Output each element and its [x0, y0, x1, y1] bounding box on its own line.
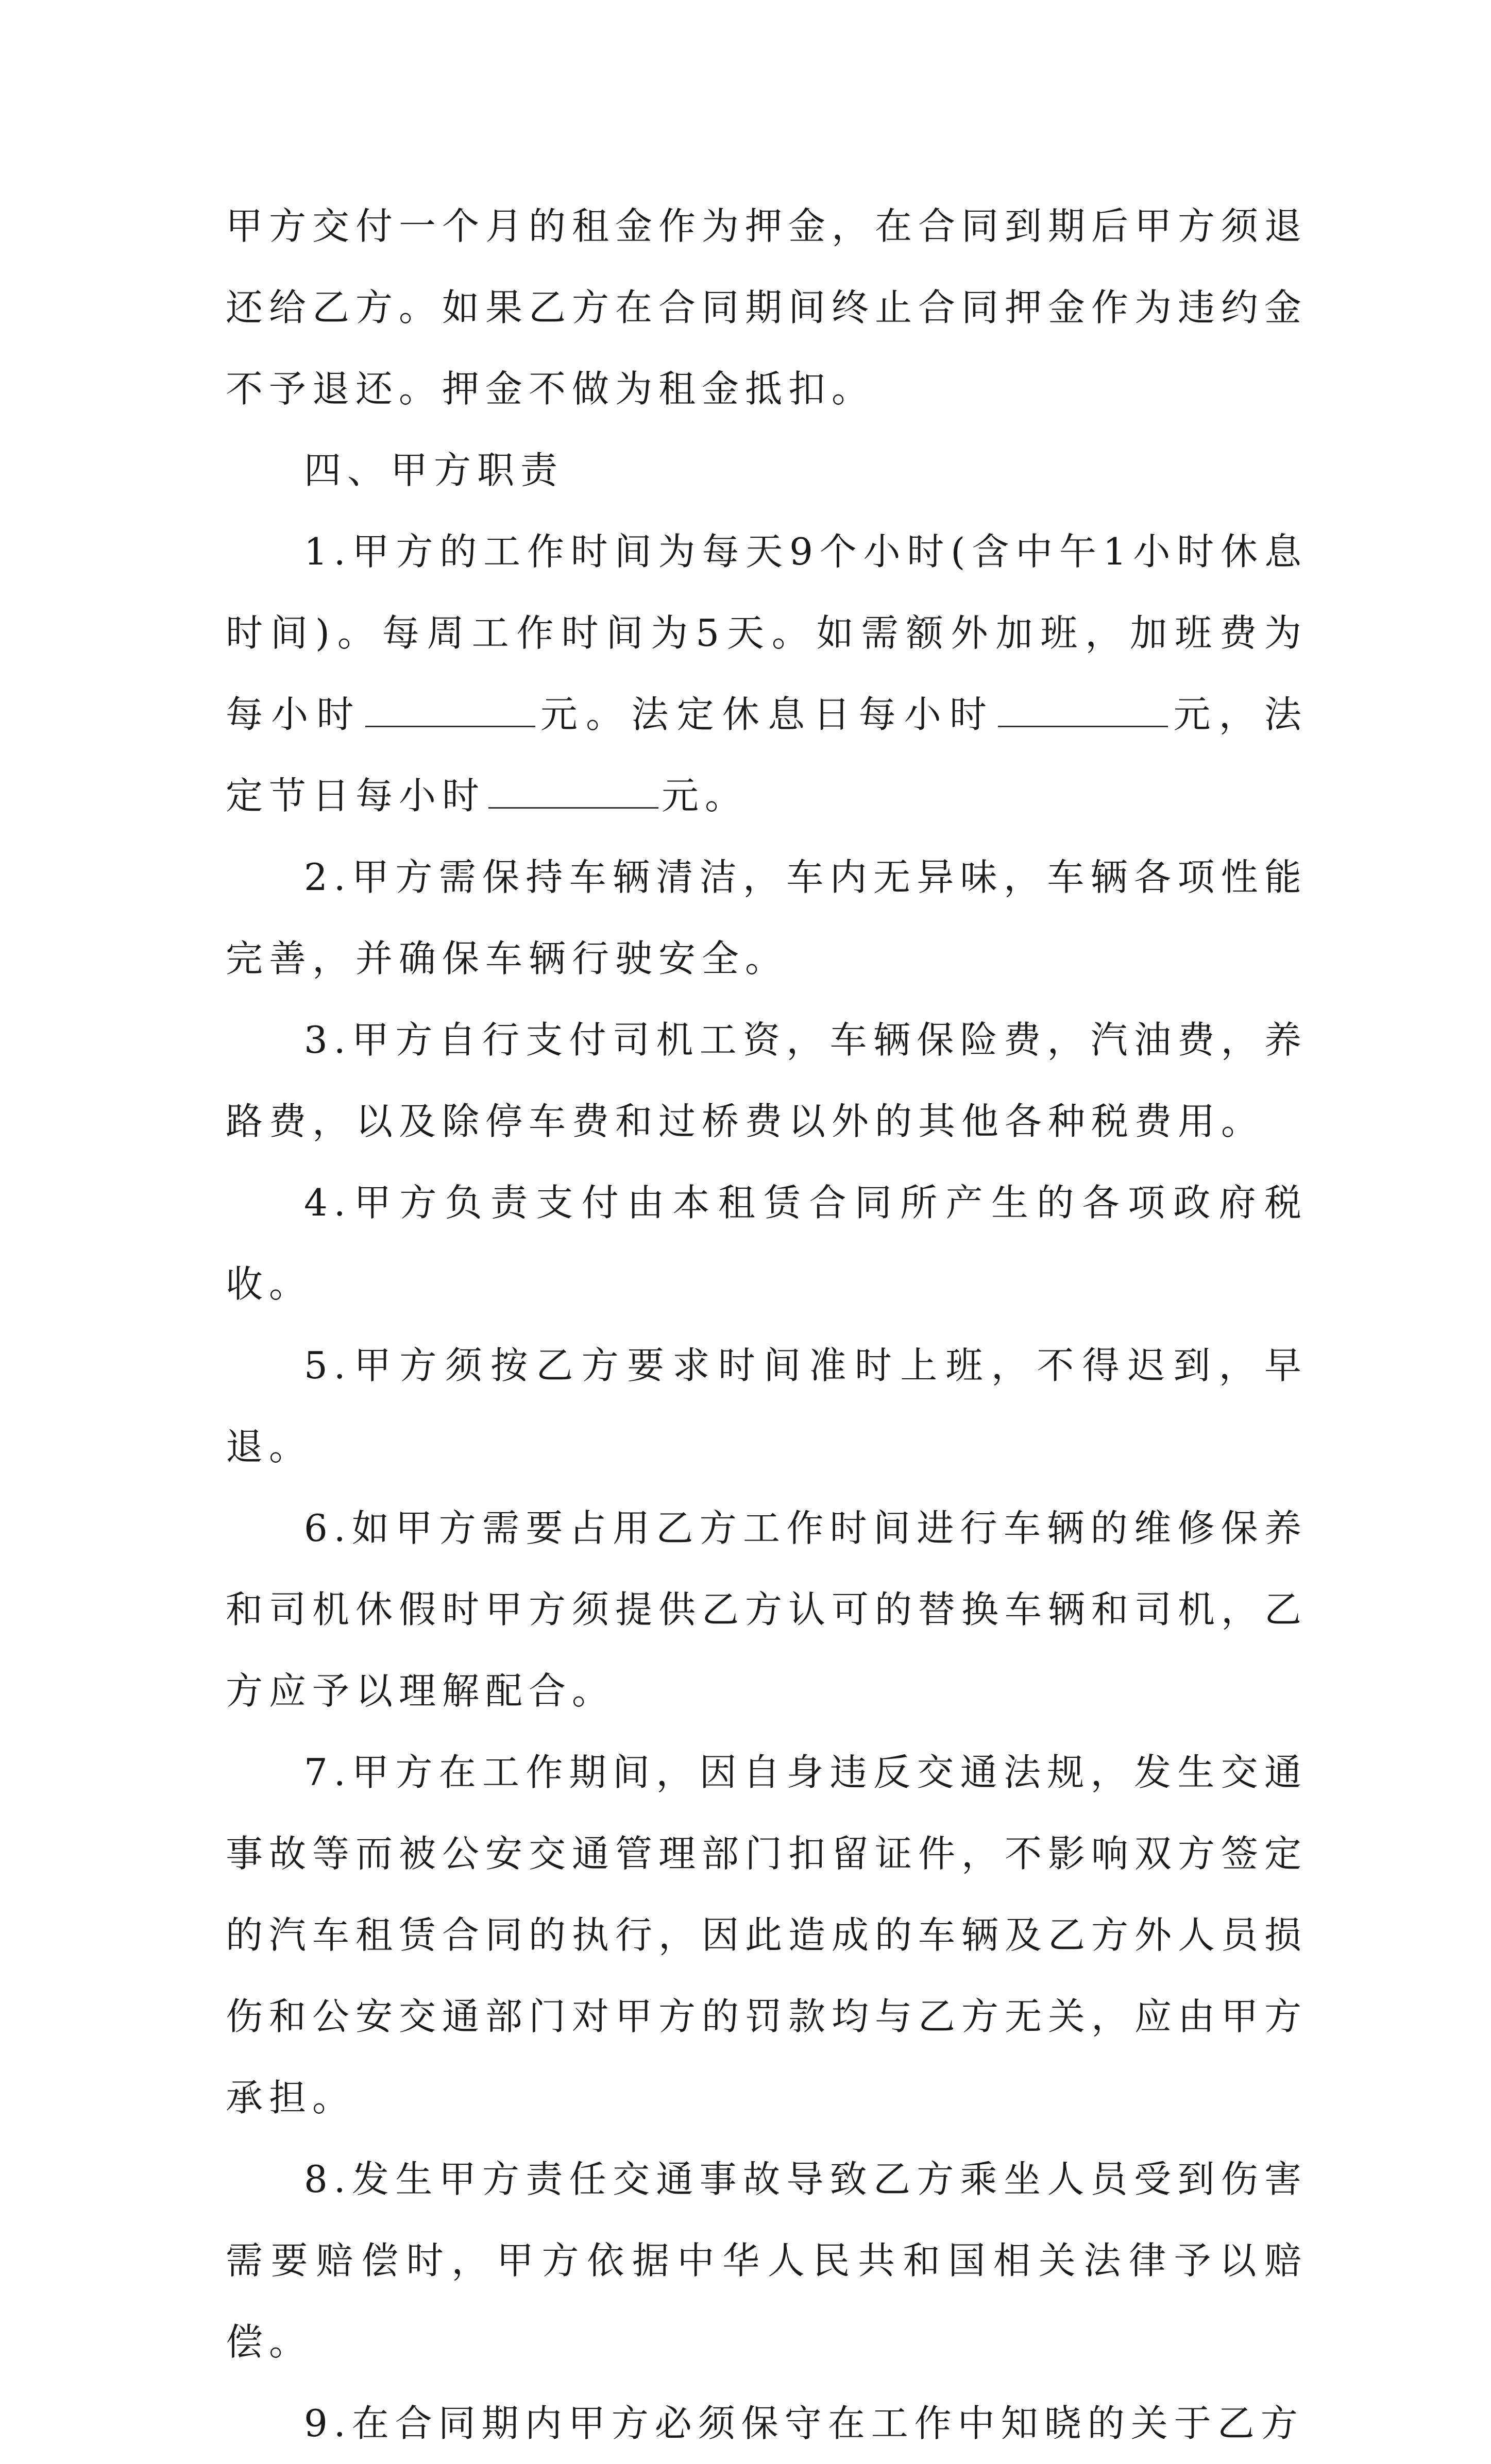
clause-6-replacement: 6.如甲方需要占用乙方工作时间进行车辆的维修保养和司机休假时甲方须提供乙方认可的替换车辆和司机，乙方应予以理解配合。	[226, 1507, 1308, 1713]
clause-1-text-d: 元。	[662, 774, 749, 817]
blank-field-overtime-hourly	[365, 695, 535, 727]
clause-2-vehicle-clean: 2.甲方需保持车辆清洁，车内无异味，车辆各项性能完善，并确保车辆行驶安全。	[226, 855, 1308, 980]
blank-field-rest-day-hourly	[998, 695, 1168, 727]
blank-field-holiday-hourly	[488, 776, 658, 809]
deposit-paragraph: 甲方交付一个月的租金作为押金，在合同到期后甲方须退还给乙方。如果乙方在合同期间终止合同押金作为违约金不予退还。押金不做为租金抵扣。	[226, 204, 1308, 410]
clause-1-working-hours	[226, 511, 1308, 836]
clause-1-text-c: 元，法定节日每小时	[226, 693, 1308, 817]
clause-1-text-a: 1.甲方的工作时间为每天9个小时(含中午1小时休息时间)。每周工作时间为5天。如需额外加班，加班费为每小时	[226, 530, 1308, 736]
clause-8-accident-compensation: 8.发生甲方责任交通事故导致乙方乘坐人员受到伤害需要赔偿时，甲方依据中华人民共和国相关法律予以赔偿。	[226, 2158, 1308, 2364]
clause-9-confidentiality: 9.在合同期内甲方必须保守在工作中知晓的关于乙方	[304, 2402, 1304, 2445]
contract-body	[226, 185, 1308, 2464]
clause-3-costs: 3.甲方自行支付司机工资，车辆保险费，汽油费，养路费，以及除停车费和过桥费以外的其他各种税费用。	[226, 1018, 1308, 1143]
clause-7-traffic-violations: 7.甲方在工作期间，因自身违反交通法规，发生交通事故等而被公安交通管理部门扣留证件，不影响双方签定的汽车租赁合同的执行，因此造成的车辆及乙方外人员损伤和公安交通部门对甲方的罚款均与乙方无关，应由甲方承担。	[226, 1751, 1308, 2119]
clause-5-punctuality: 5.甲方须按乙方要求时间准时上班，不得迟到，早退。	[226, 1344, 1308, 1468]
clause-4-taxes: 4.甲方负责支付由本租赁合同所产生的各项政府税收。	[226, 1181, 1308, 1306]
section-heading-party-a-duties: 四、甲方职责	[304, 449, 564, 492]
clause-1-text-b: 元。法定休息日每小时	[538, 693, 995, 736]
